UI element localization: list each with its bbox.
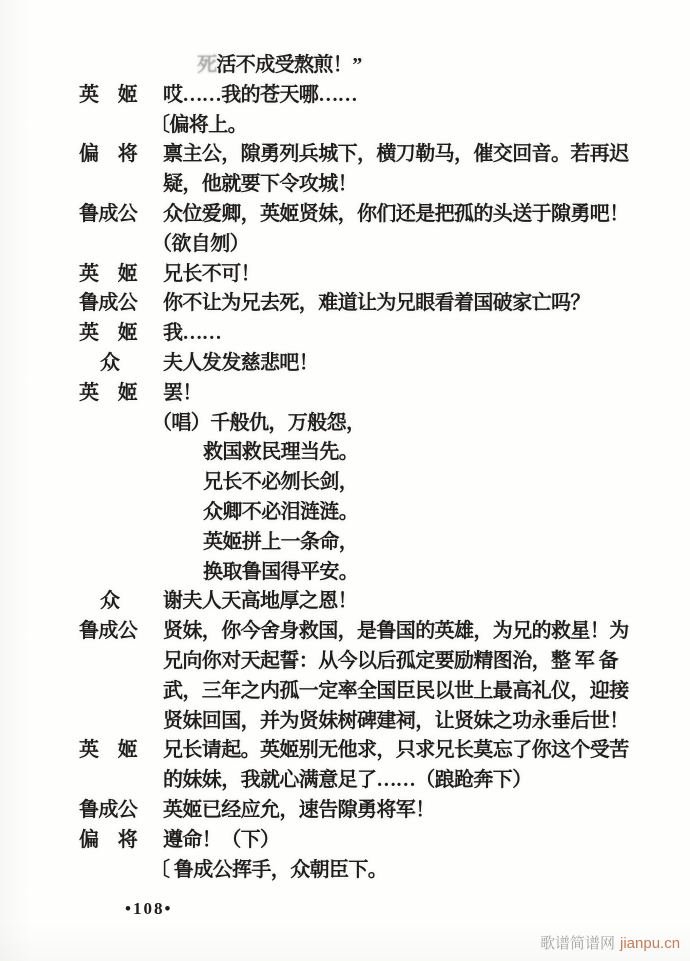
script-line-dialogue xyxy=(0,319,690,349)
script-line-dialogue xyxy=(0,140,690,170)
line-text: 武，三年之内孤一定率全国臣民以世上最高礼仪，迎接 xyxy=(163,679,629,702)
speaker-name: 众 xyxy=(100,590,120,613)
script-line-dialogue xyxy=(0,81,690,111)
speaker-name: 偏 将 xyxy=(79,828,138,851)
watermark-site-url: jianpu.cn xyxy=(620,935,681,952)
speaker-name: 鲁成公 xyxy=(79,620,138,643)
speaker-name: 英 姬 xyxy=(79,381,138,404)
script-line-paren xyxy=(0,230,690,260)
script-line-dialogue xyxy=(0,349,690,379)
speaker-name: 鲁成公 xyxy=(79,292,138,315)
speaker-name: 众 xyxy=(100,351,120,374)
line-text: 哎……我的苍天哪…… xyxy=(163,83,357,106)
faded-character: 死 xyxy=(197,54,217,76)
script-line-quote xyxy=(0,51,690,81)
script-line-stage xyxy=(0,856,690,886)
line-text: 死活不成受熬煎！” xyxy=(197,54,362,76)
script-line-dialogue xyxy=(0,289,690,319)
speaker-name: 鲁成公 xyxy=(79,798,138,821)
line-text: 英姬已经应允，速告隙勇将军！ xyxy=(163,798,435,821)
script-line-lyric xyxy=(0,558,690,588)
watermark xyxy=(540,932,680,953)
line-text: 贤妹回国，并为贤妹树碑建祠，让贤妹之功永垂后世！ xyxy=(163,709,629,732)
line-text: 你不让为兄去死，难道让为兄眼看着国破家亡吗？ xyxy=(163,292,590,315)
script-line-dialogue xyxy=(0,826,690,856)
line-text: 〔偏将上。 xyxy=(150,113,247,136)
line-text: 〔 鲁成公挥手，众朝臣下。 xyxy=(150,858,388,881)
script-line-dialogue xyxy=(0,736,690,766)
script-line-cont xyxy=(0,677,690,707)
script-line-dialogue xyxy=(0,796,690,826)
line-text: 遵命！（下） xyxy=(163,828,280,851)
line-text: （欲自刎） xyxy=(152,232,249,255)
speaker-name: 鲁成公 xyxy=(79,202,138,225)
script-line-dialogue xyxy=(0,200,690,230)
line-text: 疑，他就要下令攻城！ xyxy=(163,173,357,196)
line-text: 的妹妹，我就心满意足了……（踉跄奔下） xyxy=(163,769,532,792)
script-line-lyric xyxy=(0,468,690,498)
script-line-lyric xyxy=(0,438,690,468)
line-text: 罢！ xyxy=(163,381,202,404)
page-number: •108• xyxy=(125,899,173,918)
line-text: （唱）千般仇，万般怨， xyxy=(152,411,366,434)
line-text: 兄向你对天起誓：从今以后孤定要励精图治，整 军 备 xyxy=(163,649,618,672)
speaker-name: 英 姬 xyxy=(79,322,138,345)
script-line-sing xyxy=(0,409,690,439)
line-text: 我…… xyxy=(163,322,222,345)
line-text: 贤妹，你今舍身救国，是鲁国的英雄，为兄的救星！为 xyxy=(163,620,629,643)
line-text: 兄长不必刎长剑， xyxy=(203,471,359,494)
line-text: 禀主公，隙勇列兵城下，横刀勒马，催交回音。若再迟 xyxy=(163,143,629,166)
speaker-name: 英 姬 xyxy=(79,262,138,285)
script-line-lyric xyxy=(0,528,690,558)
script-line-dialogue xyxy=(0,617,690,647)
script-line-dialogue xyxy=(0,260,690,290)
line-text: 众卿不必泪涟涟。 xyxy=(203,500,359,523)
script-line-cont xyxy=(0,170,690,200)
script-line-lyric xyxy=(0,498,690,528)
script-line-cont xyxy=(0,766,690,796)
line-text: 众位爱卿，英姬贤妹，你们还是把孤的头送于隙勇吧！ xyxy=(163,202,629,225)
script-line-cont xyxy=(0,707,690,737)
speaker-name: 偏 将 xyxy=(79,143,138,166)
script-line-stage xyxy=(0,111,690,141)
script-line-cont xyxy=(0,647,690,677)
script-line-dialogue xyxy=(0,379,690,409)
line-text: 夫人发发慈悲吧！ xyxy=(163,351,319,374)
script-text-block xyxy=(0,51,690,885)
watermark-site-name: 歌谱简谱网 xyxy=(540,935,616,952)
speaker-name: 英 姬 xyxy=(79,83,138,106)
line-text: 英姬拼上一条命， xyxy=(203,530,359,553)
script-line-dialogue xyxy=(0,587,690,617)
line-text: 兄长不可！ xyxy=(163,262,260,285)
speaker-name: 英 姬 xyxy=(79,739,138,762)
line-text: 谢夫人天高地厚之恩！ xyxy=(163,590,357,613)
line-text: 换取鲁国得平安。 xyxy=(203,560,359,583)
line-text: 兄长请起。英姬别无他求，只求兄长莫忘了你这个受苦 xyxy=(163,739,629,762)
line-text: 救国救民理当先。 xyxy=(203,441,359,464)
